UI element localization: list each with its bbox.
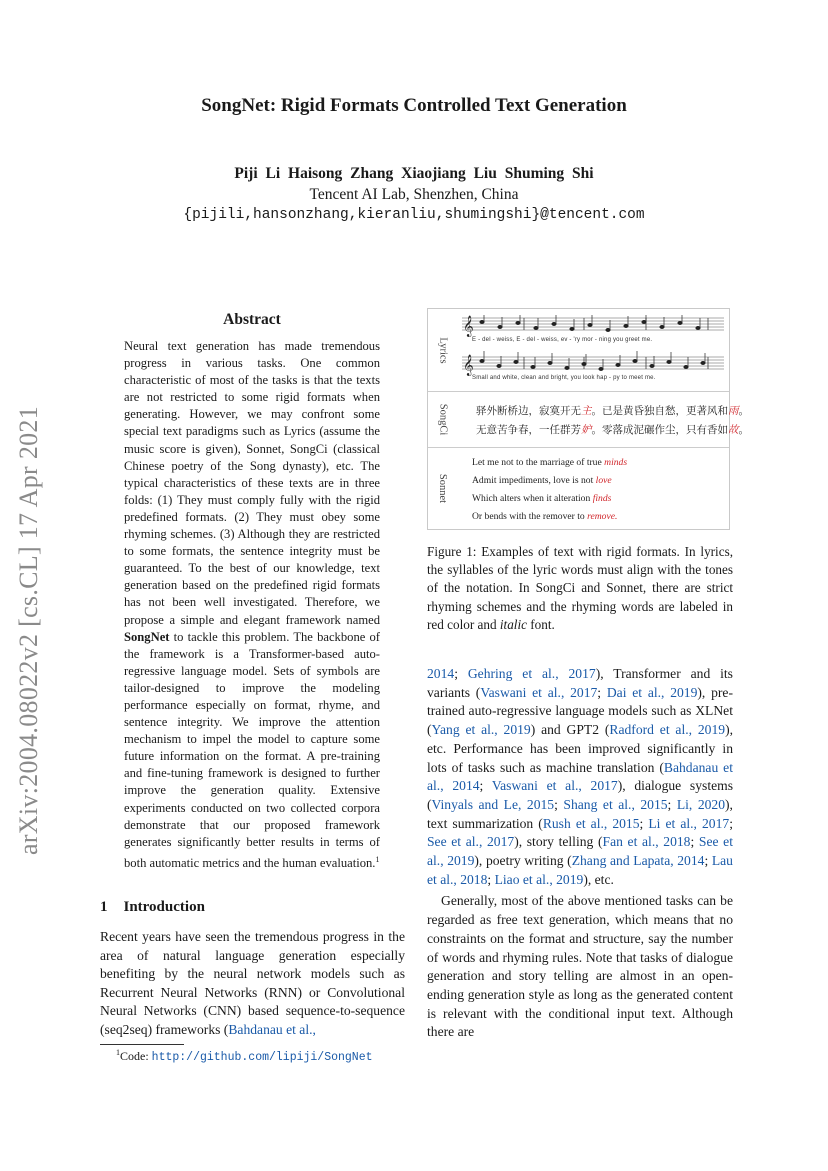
citation-link[interactable]: Yang et al., 2019 — [431, 722, 531, 738]
affiliation: Tencent AI Lab, Shenzhen, China — [309, 186, 519, 203]
right-column-text — [427, 665, 733, 1042]
citation-link[interactable]: Bahdanau et al., 2014 — [427, 759, 733, 794]
citation-link[interactable]: Shang et al., 2015 — [563, 796, 668, 812]
songci-line-1: 驿外断桥边，寂寞开无主。已是黄昏独自愁，更著风和雨。 — [476, 405, 749, 417]
lyrics-line-1: E - del - weiss, E - del - weiss, ev - 'ry mor - ning you greet me. — [472, 337, 653, 343]
citation-link[interactable]: Dai et al., 2019 — [606, 684, 698, 700]
citation-link[interactable]: Vinyals and Le, 2015 — [431, 796, 555, 812]
footnote-label: Code: — [120, 1049, 152, 1063]
figure-row-lyrics — [428, 309, 729, 391]
paragraph-text: ; — [729, 815, 733, 831]
code-url-link[interactable]: http://github.com/lipiji/SongNet — [151, 1051, 373, 1064]
note-head — [552, 322, 556, 325]
paragraph-text: ; — [454, 666, 468, 681]
citation-link[interactable]: Li, 2020 — [676, 796, 726, 812]
sonnet-line-3: Which alters when it alteration finds — [472, 493, 612, 504]
paragraph-text: ), dialogue systems ( — [427, 778, 733, 812]
citation-link[interactable]: Vaswani et al., 2017 — [491, 778, 618, 794]
footnote — [116, 1048, 373, 1064]
related-work-paragraph — [427, 665, 733, 889]
songci-line-2: 无意苦争春，一任群芳妒。零落成泥碾作尘，只有香如故。 — [476, 424, 749, 436]
sonnet-line-2: Admit impediments, love is not love — [472, 475, 612, 486]
author-names: Piji Li Haisong Zhang Xiaojiang Liu Shuming Shi — [234, 165, 594, 182]
lyrics-line-2: Small and white, clean and bright, you look hap - py to meet me. — [472, 375, 656, 381]
note-head — [633, 359, 637, 362]
note-head — [650, 364, 654, 367]
note-head — [565, 366, 569, 369]
note-head — [696, 326, 700, 329]
paragraph-text: ) and GPT2 ( — [530, 722, 610, 738]
paragraph-text: ), Transformer and its variants ( — [427, 666, 733, 700]
intro-text: Recent years have seen the tremendous progress in the area of natural language generation especially benefiting by the neural network models such as Recurrent Neural Networks (RNN) or Convolutional Neural Networks (CNN) based sequence-to-sequence (seq2seq) frameworks ( — [100, 929, 405, 1037]
note-head — [588, 323, 592, 326]
citation-link[interactable]: Rush et al., 2015 — [542, 815, 640, 831]
treble-clef-icon: 𝄞 — [463, 355, 474, 376]
paragraph-text: ), text summarization ( — [427, 796, 733, 831]
figure-caption: Figure 1: Examples of text with rigid formats. In lyrics, the syllables of the lyric words must align with the tones of the notation. In SongCi and Sonnet, there are strict rhyming schemes and the rhyming words are labeled in red color and italic font. — [427, 544, 733, 632]
paragraph-text: ; — [597, 684, 607, 700]
citation-link[interactable]: See et al., 2019 — [427, 834, 733, 869]
section-number: 1 — [100, 899, 108, 915]
note-head — [624, 324, 628, 327]
citation-link[interactable]: Zhang and Lapata, 2014 — [571, 853, 705, 869]
paragraph-text: ; — [479, 778, 492, 794]
sonnet-line-1: Let me not to the marriage of true minds — [472, 457, 628, 468]
treble-clef-icon: 𝄞 — [463, 316, 474, 337]
paragraph-text: ), poetry writing ( — [474, 853, 572, 869]
footnote-rule — [100, 1044, 184, 1045]
abstract-body — [124, 338, 380, 872]
note-head — [480, 359, 484, 362]
note-head — [516, 321, 520, 324]
paragraph-text: ), etc. — [583, 871, 614, 887]
citation-link[interactable]: 2014 — [427, 666, 455, 681]
paragraph-text: ; — [690, 834, 699, 850]
citation-link[interactable]: Radford et al., 2019 — [609, 722, 726, 738]
citation-link[interactable]: Vaswani et al., 2017 — [480, 684, 598, 700]
note-head — [667, 360, 671, 363]
sonnet-line-4: Or bends with the remover to remove. — [472, 511, 618, 522]
author-emails: {pijili,hansonzhang,kieranliu,shumingshi}@tencent.com — [183, 207, 645, 223]
note-head — [497, 364, 501, 367]
abstract-footnote-mark[interactable]: 1 — [375, 854, 380, 864]
citation-link[interactable]: Liao et al., 2019 — [494, 871, 584, 887]
note-head — [548, 361, 552, 364]
citation-link[interactable]: Gehring et al., 2017 — [467, 666, 596, 681]
citation-link[interactable]: Fan et al., 2018 — [602, 834, 691, 850]
paragraph-text: ; — [639, 815, 649, 831]
figure-label-lyrics: Lyrics — [437, 336, 449, 364]
intro-paragraph — [100, 928, 405, 1040]
free-generation-paragraph: Generally, most of the above mentioned tasks can be regarded as free text generation, which means that no constraints on the format and structure, say the number of words and rhyming rules. Note that tasks of dialogue generation and story telling are almost in an open-ending generation style as long as the generated content is relevant with the conditional input text. Although there are — [427, 893, 733, 1040]
note-head — [599, 367, 603, 370]
figure-row-songci — [428, 392, 749, 447]
figure-label-songci: SongCi — [437, 403, 449, 436]
paragraph-text: ; — [704, 853, 712, 869]
note-head — [642, 320, 646, 323]
note-head — [701, 361, 705, 364]
note-head — [570, 327, 574, 330]
section-heading — [100, 899, 205, 916]
figure-row-sonnet — [428, 448, 729, 529]
note-head — [514, 360, 518, 363]
paragraph-text: ), story telling ( — [514, 834, 603, 850]
paragraph-text: ; — [487, 871, 495, 887]
citation-link[interactable]: Bahdanau et al., — [228, 1021, 316, 1037]
note-head — [616, 363, 620, 366]
note-head — [684, 365, 688, 368]
abstract-text-2: to tackle this problem. The backbone of the framework is a Transformer-based auto-regressive language model. Sets of symbols are tailor-designed to improve the modeling performance especially on format, rhyme, and sentence integrity. We improve the attention mechanism to impel the model to capture some future information on the format. A pre-training and fine-tuning framework is designed to further improve the generation quality. Extensive experiments conducted on two collected corpora demonstrate that our proposed framework generates significantly better results in terms of both automatic metrics and the human evaluation. — [124, 629, 380, 870]
note-head — [606, 328, 610, 331]
paper-title: SongNet: Rigid Formats Controlled Text Generation — [201, 95, 627, 116]
note-head — [678, 321, 682, 324]
abstract-songnet-bold: SongNet — [124, 629, 170, 644]
note-head — [660, 325, 664, 328]
arxiv-stamp: arXiv:2004.08022v2 [cs.CL] 17 Apr 2021 — [14, 405, 43, 855]
note-head — [534, 326, 538, 329]
figure-label-sonnet: Sonnet — [437, 473, 449, 504]
section-title: Introduction — [123, 899, 205, 915]
note-head — [531, 365, 535, 368]
note-head — [498, 325, 502, 328]
figure-1 — [427, 308, 749, 530]
abstract-heading: Abstract — [223, 311, 281, 328]
footnote-mark: 1 — [116, 1048, 120, 1057]
paragraph-text: ), pre-trained auto-regressive language models such as XLNet ( — [427, 684, 733, 738]
paragraph-text: ), etc. Performance has been improved significantly in lots of tasks such as machine translation ( — [427, 722, 733, 775]
author-block — [0, 163, 828, 226]
citation-link[interactable]: Lau et al., 2018 — [427, 853, 733, 887]
paragraph-text: ; — [554, 796, 564, 812]
paragraph-text: ; — [667, 796, 677, 812]
note-head — [480, 320, 484, 323]
abstract-text-1: Neural text generation has made tremendous progress in various tasks. One common characteristic of most of the tasks is that the texts are not restricted to some rigid formats when generating. However, we may confront some special text paradigms such as Lyrics (assume the music score is given), Sonnet, SongCi (classical Chinese poetry of the Song dynasty), etc. The typical characteristics of these texts are in three folds: (1) They must comply fully with the rigid predefined formats. (2) They must obey some rhyming schemes. (3) Although they are restricted to some formats, the sentence integrity must be guaranteed. To the best of our knowledge, text generation based on the predefined rigid formats has not been well investigated. Therefore, we propose a simple and elegant framework named — [124, 339, 380, 627]
citation-link[interactable]: Li et al., 2017 — [648, 815, 730, 831]
citation-link[interactable]: See et al., 2017 — [427, 834, 515, 850]
